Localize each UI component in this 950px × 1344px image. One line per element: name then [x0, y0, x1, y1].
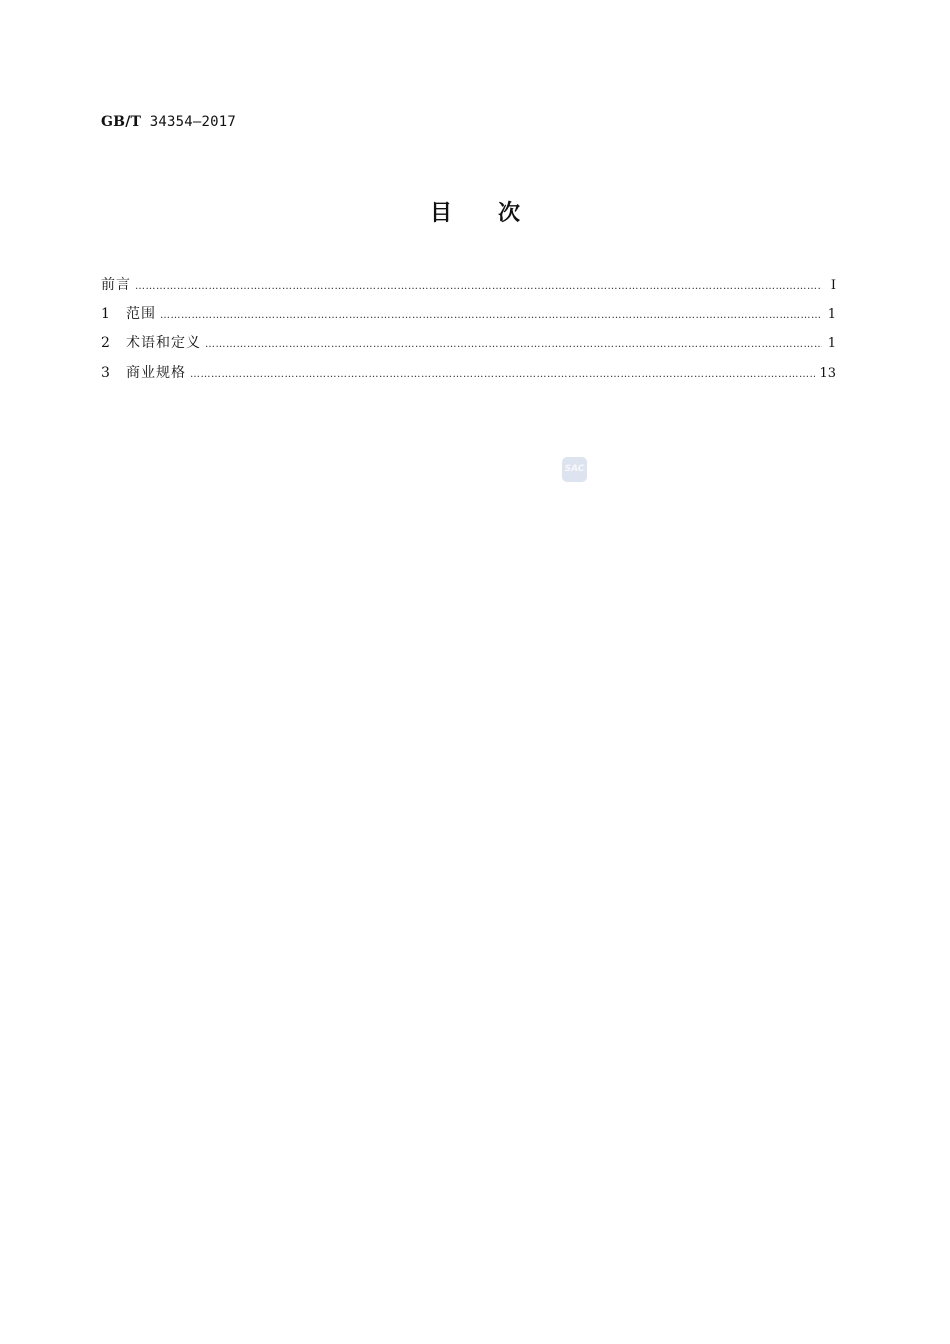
toc-leader-dots [135, 281, 822, 292]
toc-entry-commercial-specs[interactable] [101, 362, 836, 391]
toc-entry-page: 13 [819, 365, 836, 381]
toc-entry-label: 术语和定义 [126, 335, 201, 352]
toc-leader-dots [190, 369, 815, 380]
standard-number: 34354—2017 [149, 114, 237, 130]
toc-entry-label: 商业规格 [126, 364, 186, 381]
standard-code [101, 114, 236, 130]
toc-leader-dots [160, 310, 822, 321]
toc-entry-number: 2 [101, 335, 110, 352]
toc-entry-number: 3 [101, 364, 110, 381]
standard-prefix: GB/T [101, 114, 142, 130]
toc-entry-foreword[interactable] [101, 274, 836, 303]
toc-leader-dots [205, 339, 822, 350]
toc-title: 目次 [429, 201, 566, 226]
toc-entry-scope[interactable] [101, 303, 836, 332]
toc-entry-page: 1 [827, 307, 836, 323]
toc-entry-number: 1 [101, 306, 110, 323]
toc-entry-page: 1 [827, 336, 836, 352]
sac-watermark-logo: SAC [562, 457, 587, 482]
toc-entry-terms[interactable] [101, 332, 836, 361]
toc-entry-label: 前言 [101, 277, 131, 293]
table-of-contents [101, 274, 836, 391]
toc-entry-page: Ⅰ [830, 278, 836, 293]
toc-entry-label: 范围 [126, 306, 156, 323]
